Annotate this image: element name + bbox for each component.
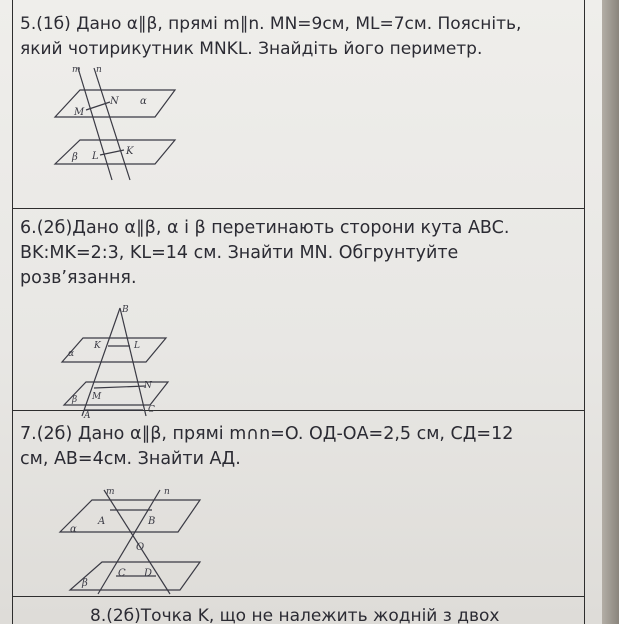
task-5-diagram bbox=[50, 62, 190, 187]
task-7-line-1: 7.(2б) Дано α∥β, прямі m∩n=O. ОД-ОА=2,5 см, СД=12 bbox=[20, 424, 514, 444]
task-8-partial-text bbox=[90, 604, 499, 624]
label-C: C bbox=[148, 405, 155, 415]
label-m: m bbox=[72, 65, 81, 75]
label-A: A bbox=[98, 516, 106, 527]
label-n: n bbox=[96, 65, 102, 75]
label-N: N bbox=[110, 96, 119, 107]
label-O: O bbox=[136, 542, 145, 553]
task-6-text bbox=[20, 216, 574, 291]
label-alpha: α bbox=[68, 349, 75, 359]
label-B: B bbox=[122, 305, 129, 315]
task-8-line-1: 8.(2б)Точка K, що не належить жодній з двох bbox=[90, 606, 500, 624]
label-K: K bbox=[126, 146, 134, 157]
segment-MN bbox=[94, 386, 146, 388]
label-m: m bbox=[106, 487, 115, 497]
line-n bbox=[94, 68, 130, 180]
label-N: N bbox=[144, 381, 152, 391]
label-beta: β bbox=[82, 578, 88, 589]
label-A: A bbox=[84, 411, 91, 420]
table-border-left bbox=[12, 0, 13, 624]
label-M: M bbox=[92, 392, 102, 402]
page-edge-shadow bbox=[602, 0, 619, 624]
label-K: K bbox=[94, 341, 101, 351]
line-m bbox=[78, 68, 112, 180]
task-6-line-1: 6.(2б)Дано α∥β, α і β перетинають сторони кута ABC. bbox=[20, 218, 510, 238]
label-beta: β bbox=[72, 395, 78, 405]
label-beta: β bbox=[72, 152, 78, 163]
label-alpha: α bbox=[70, 524, 77, 535]
task-7-diagram bbox=[52, 482, 212, 600]
label-C: C bbox=[118, 568, 126, 579]
label-M: M bbox=[74, 107, 85, 118]
task-5-line-1: 5.(1б) Дано α∥β, прямі m∥n. MN=9см, ML=7см. Поясніть, bbox=[20, 14, 522, 34]
label-L: L bbox=[92, 151, 99, 162]
task-5-text bbox=[20, 12, 574, 62]
label-B: B bbox=[148, 516, 156, 527]
table-border-right bbox=[584, 0, 585, 624]
task-5-line-2: який чотирикутник MNKL. Знайдіть його периметр. bbox=[20, 39, 483, 59]
task-6-line-2: BK:MK=2:3, KL=14 см. Знайти MN. Обгрунтуйте bbox=[20, 243, 459, 263]
task-7-text bbox=[20, 422, 574, 472]
label-alpha: α bbox=[140, 96, 147, 107]
label-D: D bbox=[144, 568, 153, 579]
label-L: L bbox=[134, 341, 140, 351]
task-6-line-3: розв’язання. bbox=[20, 268, 137, 288]
task-6-diagram bbox=[58, 300, 173, 420]
task-7-line-2: см, АВ=4см. Знайти АД. bbox=[20, 449, 241, 469]
label-n: n bbox=[164, 487, 170, 497]
row-divider-5-6 bbox=[12, 208, 584, 209]
plane-alpha bbox=[62, 338, 166, 362]
plane-beta bbox=[64, 382, 168, 405]
plane-alpha bbox=[60, 500, 200, 532]
